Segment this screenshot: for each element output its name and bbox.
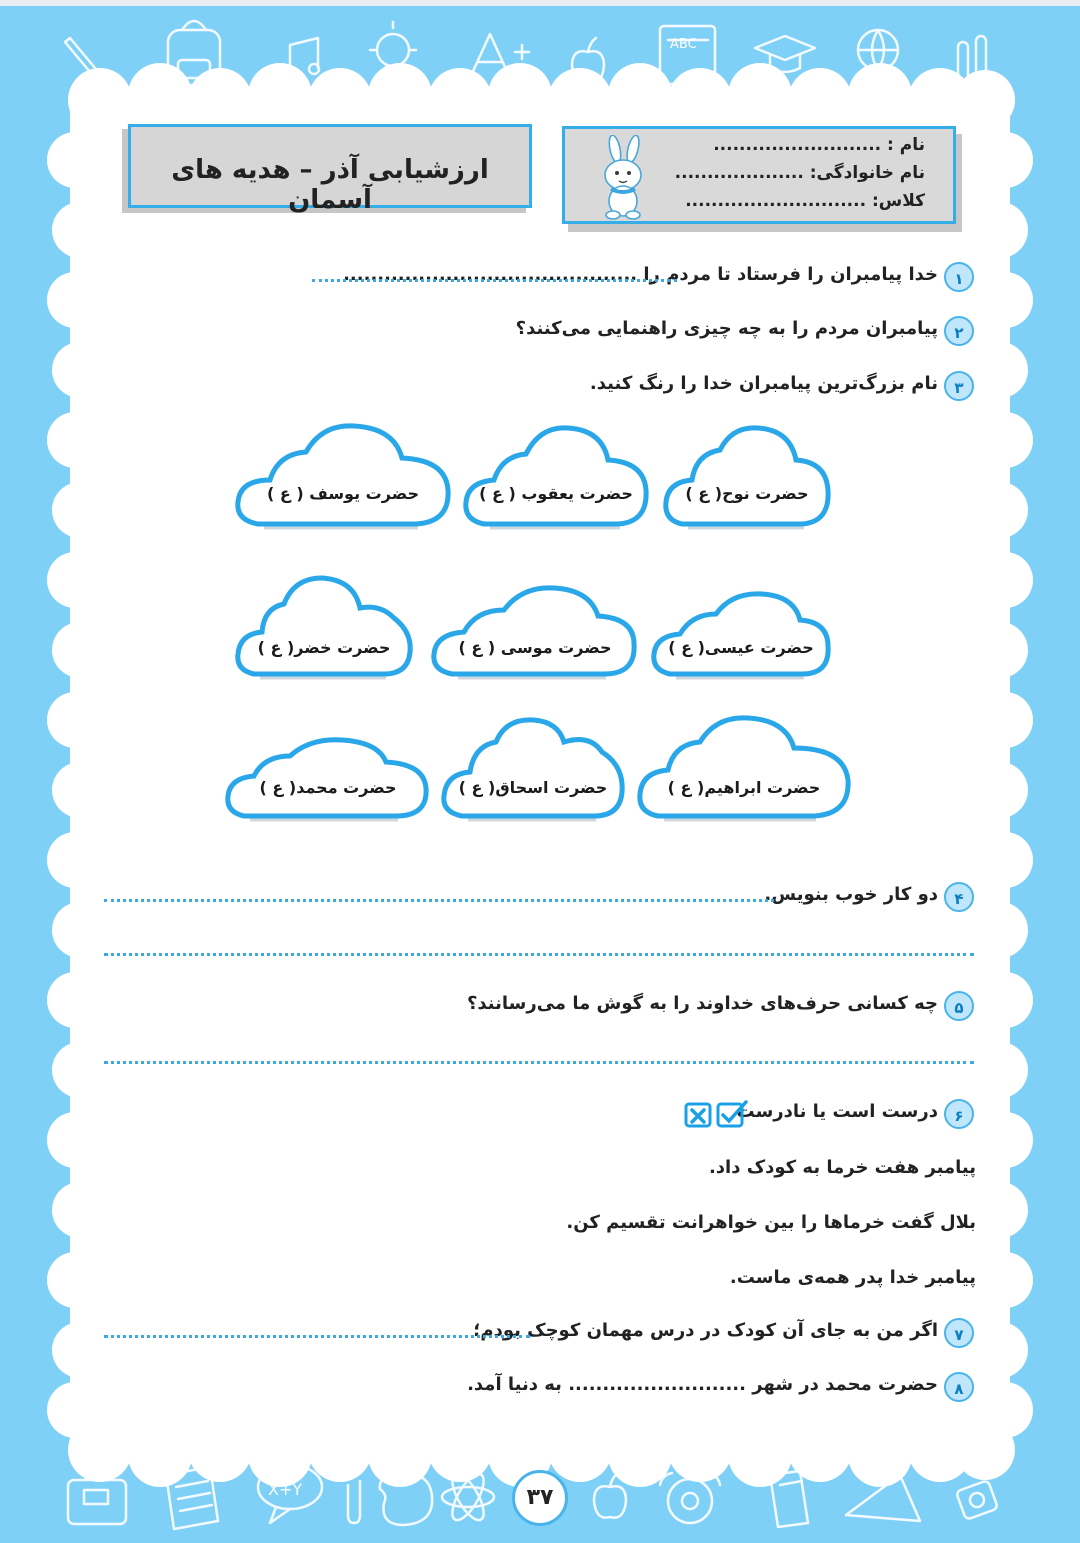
globe-icon <box>858 30 898 84</box>
backpack-icon <box>168 21 220 85</box>
question-4-number: ۴ <box>944 882 974 912</box>
question-1-number: ۱ <box>944 262 974 292</box>
cloud-prophet-yusuf[interactable] <box>234 422 452 534</box>
music-note-icon <box>281 38 319 81</box>
worksheet-title-box <box>120 118 540 215</box>
cloud-label: حضرت محمد( ع ) <box>259 778 397 797</box>
page-number: ۳۷ <box>512 1470 568 1526</box>
question-8-number: ۸ <box>944 1372 974 1402</box>
cloud-label: حضرت خضر( ع ) <box>257 638 391 657</box>
answer-line-4a[interactable] <box>104 899 774 902</box>
name-field[interactable]: نام : .......................... <box>713 135 925 155</box>
question-5-number: ۵ <box>944 991 974 1021</box>
palette-icon <box>380 1474 432 1525</box>
cloud-prophet-yaqub[interactable] <box>462 424 650 534</box>
true-false-statement-1[interactable]: پیامبر هفت خرما به کودک داد. <box>708 1157 976 1178</box>
answer-line-7[interactable] <box>104 1335 530 1338</box>
question-6-number: ۶ <box>944 1099 974 1129</box>
graduation-cap-icon <box>755 36 815 72</box>
cloud-prophet-nuh[interactable] <box>662 424 832 534</box>
test-tubes-icon <box>958 36 986 82</box>
question-2-number: ۲ <box>944 316 974 346</box>
briefcase-icon <box>68 1471 126 1524</box>
cloud-label: حضرت یوسف ( ع ) <box>267 484 419 503</box>
class-field[interactable]: کلاس: ............................ <box>685 191 925 211</box>
answer-line-5[interactable] <box>104 1061 974 1064</box>
geometry-icon <box>846 1475 920 1521</box>
question-3-text: نام بزرگ‌ترین پیامبران خدا را رنگ کنید. <box>589 373 938 394</box>
title-card <box>128 124 532 215</box>
true-false-statement-3[interactable]: پیامبر خدا پدر همه‌ی ماست. <box>729 1267 976 1288</box>
family-name-field[interactable]: نام خانوادگی: .................... <box>674 163 925 183</box>
cloud-label: حضرت یعقوب ( ع ) <box>479 484 633 503</box>
cloud-prophet-isa[interactable] <box>650 588 832 684</box>
student-info-box <box>556 118 966 230</box>
cloud-prophet-muhammad[interactable] <box>224 734 432 826</box>
question-7-number: ۷ <box>944 1318 974 1348</box>
svg-text:ABC: ABC <box>670 37 697 52</box>
cloud-label: حضرت نوح( ع ) <box>685 484 809 503</box>
true-false-icons <box>684 1100 750 1130</box>
worksheet-title: ارزشیابی آذر – هدیه های آسمان <box>171 155 489 215</box>
question-5-text: چه کسانی حرف‌های خداوند را به گوش ما می‌رسانند؟ <box>466 993 938 1014</box>
cloud-prophet-ishaq[interactable] <box>440 716 626 826</box>
notebook-icon <box>166 1467 218 1529</box>
question-4-text: دو کار خوب بنویس. <box>764 884 938 905</box>
abc-book-icon <box>660 26 715 84</box>
answer-line-4b[interactable] <box>104 953 974 956</box>
bunny-icon <box>593 135 653 221</box>
student-info-card <box>562 126 956 224</box>
lightbulb-icon <box>370 22 416 73</box>
question-7-text: اگر من به جای آن کودک در درس مهمان کوچک بودم؛ <box>473 1320 938 1341</box>
cloud-label: حضرت عیسی( ع ) <box>668 638 814 657</box>
correct-icon <box>718 1102 746 1126</box>
answer-line-1[interactable] <box>312 279 677 282</box>
school-bell-icon <box>660 1473 720 1523</box>
question-2-text: پیامبران مردم را به چه چیزی راهنمایی می‌کنند؟ <box>515 318 938 339</box>
atom-icon <box>442 1469 494 1524</box>
school-doodles-top <box>0 0 1080 100</box>
cloud-label: حضرت موسی ( ع ) <box>458 638 612 657</box>
question-3-number: ۳ <box>944 371 974 401</box>
question-1-text: خدا پیامبران را فرستاد تا مردم را ........................................... <box>343 264 938 285</box>
books-icon <box>770 1471 808 1527</box>
cloud-prophet-khidr[interactable] <box>234 574 414 684</box>
question-8-text: حضرت محمد در شهر .......................... به دنیا آمد. <box>467 1374 938 1395</box>
cloud-label: حضرت اسحاق( ع ) <box>458 778 608 797</box>
cloud-prophet-ibrahim[interactable] <box>636 714 852 826</box>
paperclip-icon <box>348 1481 360 1523</box>
apple-bottom-icon <box>594 1473 626 1518</box>
wrong-icon <box>686 1104 710 1126</box>
true-false-statement-2[interactable]: بلال گفت خرماها را بین خواهرانت تقسیم کن. <box>566 1212 976 1233</box>
pencil-icon <box>65 38 103 84</box>
question-6-text: درست است یا نادرست <box>736 1101 938 1122</box>
cloud-label: حضرت ابراهیم( ع ) <box>667 778 821 797</box>
svg-text:X+Y: X+Y <box>268 1480 303 1499</box>
a-plus-icon <box>470 34 529 78</box>
sharpener-icon <box>956 1480 998 1520</box>
cloud-prophet-musa[interactable] <box>430 582 640 684</box>
apple-icon <box>572 38 604 83</box>
